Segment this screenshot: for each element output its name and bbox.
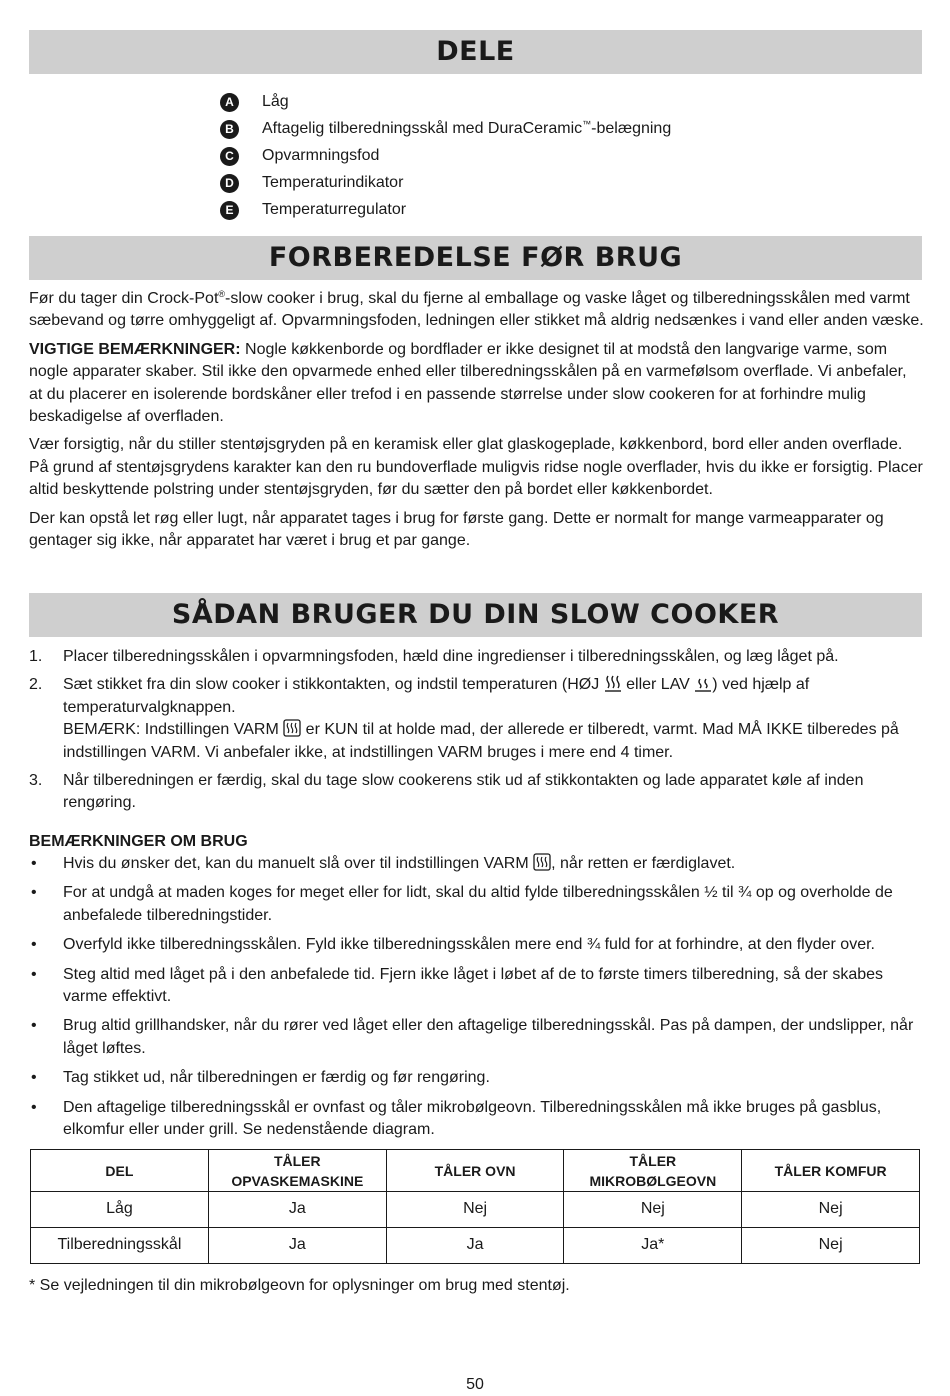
usage-note-5: • Brug altid grillhandsker, når du rører ved låget eller den aftagelige tilberedningsskål. Pas på dampen, der undslipper, når låget løftes.	[31, 1017, 914, 1057]
step-3: 3. Når tilberedningen er færdig, skal du tage slow cookerens stik ud af stikkontakten og lade apparatet køle af inden rengøring.	[29, 772, 864, 812]
table-cell: Ja	[208, 1192, 386, 1228]
column-header: TÅLER OPVASKEMASKINE	[208, 1150, 386, 1192]
part-item-d	[220, 170, 671, 197]
prep-paragraph-2: VIGTIGE BEMÆRKNINGER: Nogle køkkenborde og bordflader er ikke designet til at modstå den langvarige varme, som nogle apparater skaber. Stil ikke den opvarmede enhed eller tilberedningsskålen på en varmefølsom overflade. Vi anbefaler, at du placerer en isolerende bordskåner eller trefod i en passende størrelse under slow cookeren for at forhindre mulig beskadigelse af overfladen.	[29, 340, 907, 426]
column-header: TÅLER MIKROBØLGEOVN	[564, 1150, 742, 1192]
usage-note-6: • Tag stikket ud, når tilberedningen er færdig og før rengøring.	[31, 1069, 490, 1087]
prep-paragraph-3: Vær forsigtig, når du stiller stentøjsgryden på en keramisk eller glat glaskogeplade, køkkenbord, bord eller anden overflade. På grund af stentøjsgrydens karakter kan den ru bundoverflade muligvis ridse nogle overflader, hvis du ikke er forsigtig. Placer altid beskyttende polstring under stentøjsgryden, før du sætter den på bordet eller køkkenbordet.	[29, 436, 923, 499]
part-item-e	[220, 197, 671, 224]
table-cell: Tilberedningsskål	[31, 1228, 209, 1264]
prep-text	[29, 288, 924, 558]
part-label: Opvarmningsfod	[262, 147, 380, 165]
usage-note-4: • Steg altid med låget på i den anbefalede tid. Fjern ikke låget i løbet af de to første timers tilberedning, så der skabes varme effektivt.	[31, 965, 884, 1006]
part-label: Låg	[262, 93, 289, 111]
table-cell: Nej	[742, 1192, 920, 1228]
low-heat-icon	[694, 674, 712, 692]
section-heading-sadan: SÅDAN BRUGER DU DIN SLOW COOKER	[29, 593, 922, 637]
parts-list	[220, 89, 671, 224]
high-heat-icon	[604, 674, 622, 692]
page-number: 50	[466, 1376, 484, 1393]
letter-c-badge: C	[220, 147, 239, 166]
step-1: 1. Placer tilberedningsskålen i opvarmningsfoden, hæld dine ingredienser i tilberedningsskålen, og læg låget på.	[29, 648, 839, 665]
column-header: TÅLER KOMFUR	[742, 1150, 920, 1192]
letter-d-badge: D	[220, 174, 239, 193]
table-row	[31, 1228, 920, 1264]
part-label: Temperaturregulator	[262, 201, 407, 219]
usage-note-1: • Hvis du ønsker det, kan du manuelt slå over til indstillingen VARM , når retten er færdiglavet.	[31, 855, 736, 872]
usage-heading: BEMÆRKNINGER OM BRUG	[29, 833, 248, 850]
warm-setting-icon	[533, 853, 551, 871]
letter-e-badge: E	[220, 201, 239, 220]
part-item-a	[220, 89, 671, 116]
table-cell: Nej	[564, 1192, 742, 1228]
usage-notes-list	[29, 853, 924, 1148]
part-item-c	[220, 143, 671, 170]
table-row	[31, 1192, 920, 1228]
letter-a-badge: A	[220, 93, 239, 112]
column-header: TÅLER OVN	[386, 1150, 564, 1192]
part-label: Temperaturindikator	[262, 174, 404, 192]
material-compatibility-table	[30, 1149, 920, 1264]
table-cell: Ja	[208, 1228, 386, 1264]
column-header: DEL	[31, 1150, 209, 1192]
section-heading-dele: DELE	[29, 30, 922, 74]
part-item-b	[220, 116, 671, 143]
table-cell: Ja	[386, 1228, 564, 1264]
table-cell: Nej	[742, 1228, 920, 1264]
usage-note-7: • Den aftagelige tilberedningsskål er ovnfast og tåler mikrobølgeovn. Tilberedningsskålen må ikke bruges på gasblus, elkomfur eller under grill. Se nedenstående diagram.	[31, 1098, 882, 1139]
step-2: 2. Sæt stikket fra din slow cooker i stikkontakten, og indstil temperaturen (HØJ eller LAV ) ved hjælp af temperaturvalgknappen. BEMÆRK: Indstillingen VARM er KUN til at holde mad, der allerede er tilberedt, varmt. Mad MÅ IKKE tilberedes på indstillingen VARM. Vi anbefaler ikke, at indstillingen VARM bruges i mere end 4 timer.	[29, 676, 899, 761]
warm-setting-icon	[283, 719, 301, 737]
table-header-row	[31, 1150, 920, 1192]
part-label: Aftagelig tilberedningsskål med DuraCeramic™-belægning	[262, 119, 672, 138]
usage-note-3: • Overfyld ikke tilberedningsskålen. Fyld ikke tilberedningsskålen mere end ¾ fuld for at forhindre, at den flyder over.	[31, 936, 875, 954]
table-cell: Ja*	[564, 1228, 742, 1264]
prep-paragraph-4: Der kan opstå let røg eller lugt, når apparatet tages i brug for første gang. Dette er normalt for mange varmeapparater og gentager sig ikke, når apparatet har været i brug et par gange.	[29, 509, 884, 550]
table-cell: Låg	[31, 1192, 209, 1228]
prep-paragraph-1: Før du tager din Crock-Pot®-slow cooker i brug, skal du fjerne al emballage og vaske låget og tilberedningsskålen med varmt sæbevand og tørre omhyggeligt af. Opvarmningsfoden, ledningen eller stikket må aldrig nedsænkes i vand eller anden væske.	[29, 289, 924, 330]
letter-b-badge: B	[220, 120, 239, 139]
usage-note-2: • For at undgå at maden koges for meget eller for lidt, skal du altid fylde tilberedningsskålen ½ til ¾ op og overholde de anbefalede tilberedningstider.	[31, 884, 893, 924]
steps-list	[29, 646, 924, 821]
table-cell: Nej	[386, 1192, 564, 1228]
section-heading-forberedelse: FORBEREDELSE FØR BRUG	[29, 236, 922, 280]
footnote: * Se vejledningen til din mikrobølgeovn for oplysninger om brug med stentøj.	[29, 1277, 570, 1294]
